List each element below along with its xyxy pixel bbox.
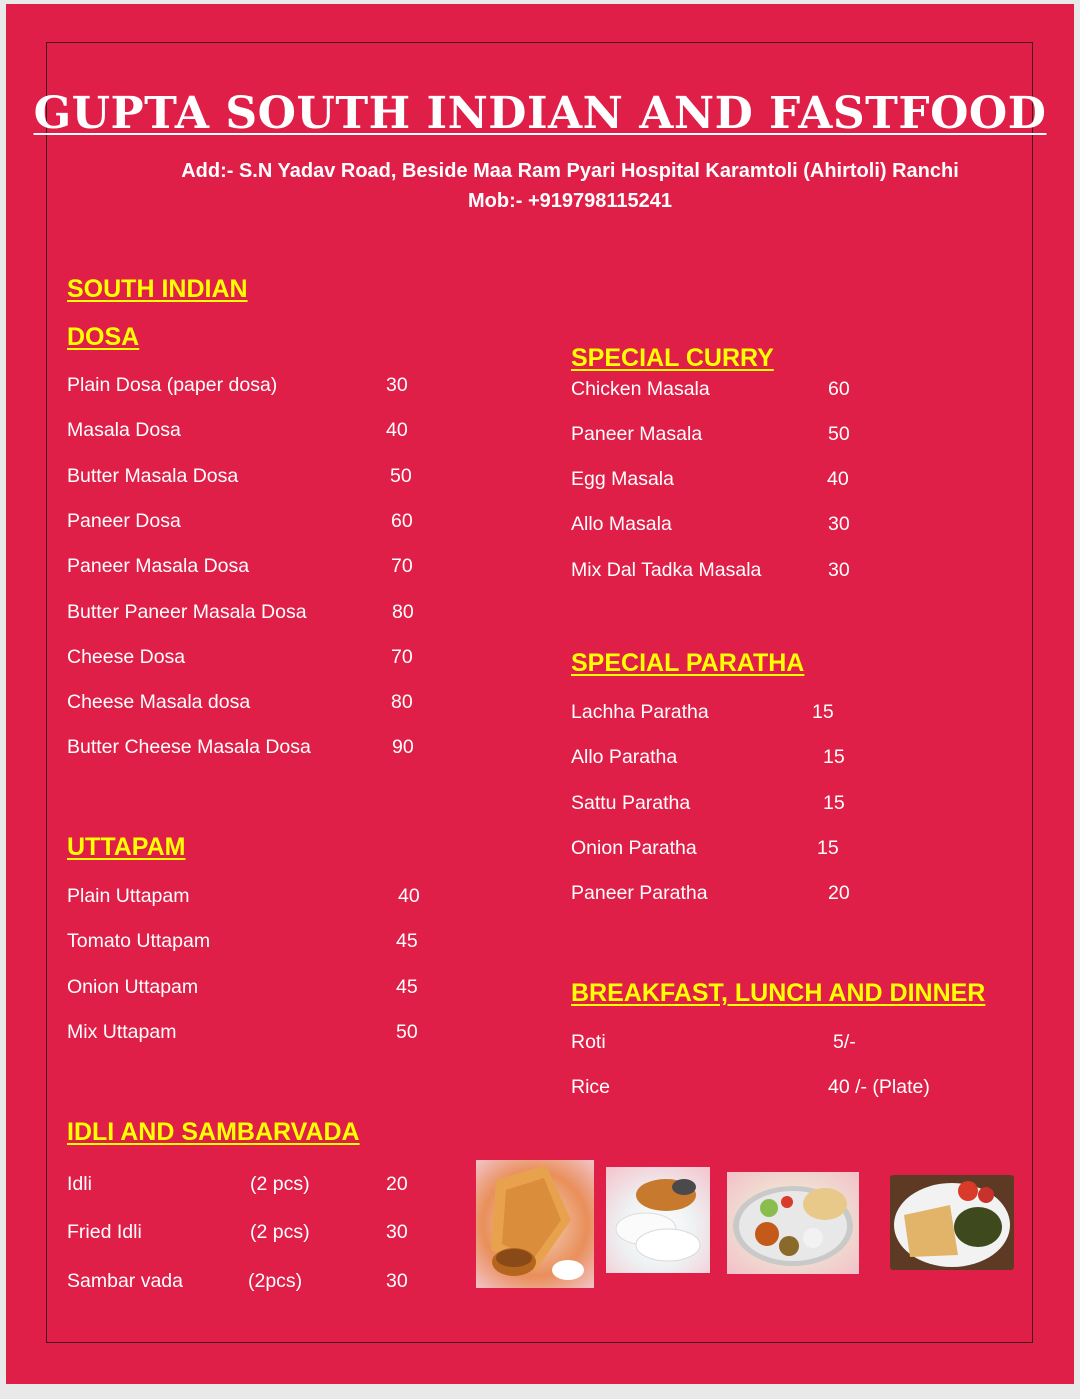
meals-heading: BREAKFAST, LUNCH AND DINNER: [571, 979, 986, 1007]
dosa-heading: DOSA: [67, 323, 140, 351]
dosa-photo: [476, 1160, 594, 1288]
address: Add:- S.N Yadav Road, Beside Maa Ram Pyari Hospital Karamtoli (Ahirtoli) Ranchi: [181, 160, 959, 182]
special-curry-heading: SPECIAL CURRY: [571, 344, 774, 372]
restaurant-title: GUPTA SOUTH INDIAN AND FASTFOOD: [33, 88, 1047, 139]
special-paratha-heading: SPECIAL PARATHA: [571, 649, 805, 677]
contact-block: [120, 156, 1020, 216]
idli-photo: [606, 1167, 710, 1273]
uttapam-heading: UTTAPAM: [67, 833, 186, 861]
idli-heading: IDLI AND SAMBARVADA: [67, 1118, 360, 1146]
south-indian-heading: SOUTH INDIAN: [67, 275, 248, 303]
mobile-number: Mob:- +919798115241: [467, 190, 673, 212]
curry-paratha-photo: [890, 1175, 1014, 1270]
thali-photo: [727, 1172, 859, 1274]
